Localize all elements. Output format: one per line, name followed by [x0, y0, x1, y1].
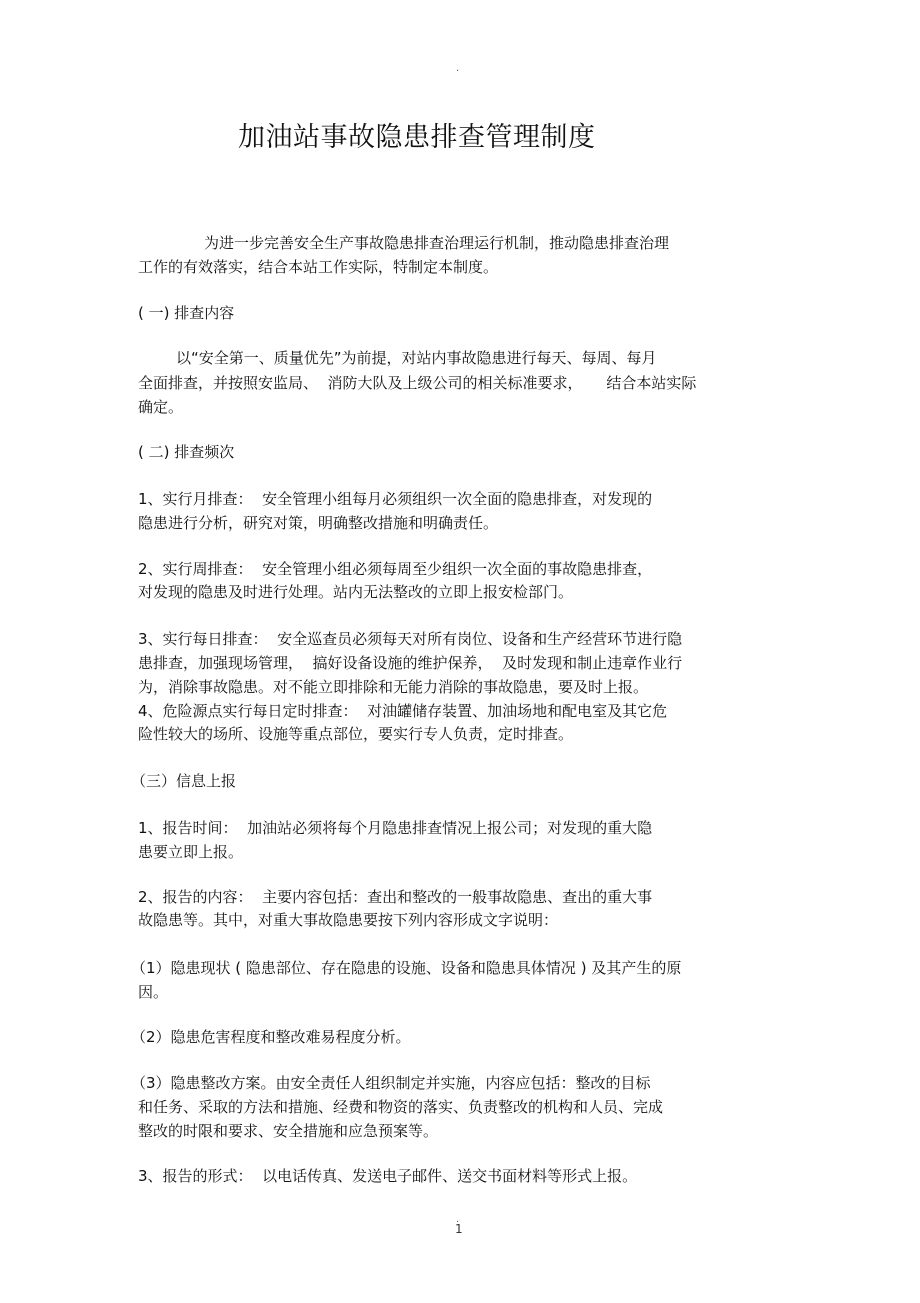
rectification-plan-line-3: 整改的时限和要求、安全措施和应急预案等。 — [138, 1122, 439, 1140]
document-title: 加油站事故隐患排查管理制度 — [238, 122, 596, 153]
header-dot: . — [456, 63, 460, 74]
monthly-check-line-2: 隐患进行分析，研究对策，明确整改措施和明确责任。 — [138, 514, 499, 532]
monthly-check-line-1: 1、实行月排查： 安全管理小组每月必须组织一次全面的隐患排查，对发现的 — [138, 490, 653, 508]
content-line-3: 确定。 — [138, 398, 184, 416]
rectification-plan-line-2: 和任务、采取的方法和措施、经费和物资的落实、负责整改的机构和人员、完成 — [138, 1098, 664, 1116]
section-heading-reporting: （三）信息上报 — [131, 772, 237, 790]
hazard-source-check-line-2: 险性较大的场所、设施等重点部位，要实行专人负责，定时排查。 — [138, 725, 574, 743]
footer-dot: . — [456, 1214, 460, 1225]
report-format-line: 3、报告的形式： 以电话传真、发送电子邮件、送交书面材料等形式上报。 — [138, 1167, 638, 1185]
section-heading-frequency: ( 二) 排查频次 — [138, 443, 235, 461]
daily-check-line-1: 3、实行每日排查： 安全巡查员必须每天对所有岗位、设备和生产经营环节进行隐 — [138, 630, 683, 648]
weekly-check-line-2: 对发现的隐患及时进行处理。站内无法整改的立即上报安检部门。 — [138, 583, 574, 601]
report-time-line-2: 患要立即上报。 — [138, 843, 244, 861]
report-time-line-1: 1、报告时间： 加油站必须将每个月隐患排查情况上报公司；对发现的重大隐 — [138, 819, 653, 837]
rectification-plan-line-1: （3）隐患整改方案。由安全责任人组织制定并实施，内容应包括：整改的目标 — [131, 1074, 651, 1092]
weekly-check-line-1: 2、实行周排查： 安全管理小组必须每周至少组织一次全面的事故隐患排查， — [138, 560, 653, 578]
intro-line-2: 工作的有效落实，结合本站工作实际，特制定本制度。 — [138, 258, 499, 276]
content-line-1: 以“安全第一、质量优先”为前提，对站内事故隐患进行每天、每周、每月 — [176, 349, 657, 367]
hazard-status-line-2: 因。 — [138, 983, 169, 1001]
hazard-analysis-line: （2）隐患危害程度和整改难易程度分析。 — [131, 1028, 411, 1046]
daily-check-line-2: 患排查，加强现场管理， 搞好设备设施的维护保养， 及时发现和制止违章作业行 — [138, 654, 683, 672]
report-content-line-1: 2、报告的内容： 主要内容包括：查出和整改的一般事故隐患、查出的重大事 — [138, 888, 653, 906]
intro-line-1: 为进一步完善安全生产事故隐患排查治理运行机制，推动隐患排查治理 — [204, 234, 670, 252]
content-line-2: 全面排查，并按照安监局、 消防大队及上级公司的相关标准要求， 结合本站实际 — [138, 374, 697, 392]
report-content-line-2: 故隐患等。其中，对重大事故隐患要按下列内容形成文字说明： — [138, 911, 559, 929]
section-heading-content: ( 一) 排查内容 — [138, 304, 235, 322]
hazard-status-line-1: （1）隐患现状 ( 隐患部位、存在隐患的设施、设备和隐患具体情况 ) 及其产生的原 — [131, 959, 682, 977]
page-number: 1 — [455, 1222, 463, 1236]
hazard-source-check-line-1: 4、危险源点实行每日定时排查： 对油罐储存装置、加油场地和配电室及其它危 — [138, 702, 668, 720]
daily-check-line-3: 为，消除事故隐患。对不能立即排除和无能力消除的事故隐患，要及时上报。 — [138, 678, 649, 696]
